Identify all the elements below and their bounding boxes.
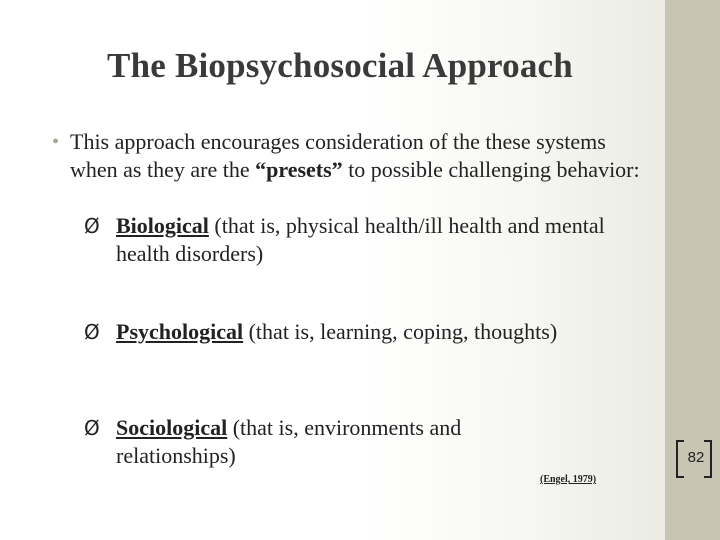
intro-paragraph bbox=[70, 128, 640, 184]
detail-psychological: (that is, learning, coping, thoughts) bbox=[243, 319, 558, 344]
detail-biological: (that is, physical health/ill health and mental health disorders) bbox=[116, 213, 605, 266]
intro-text-end: to possible challenging behavior: bbox=[342, 157, 640, 182]
list-item-content bbox=[116, 212, 636, 268]
citation: (Engel, 1979) bbox=[540, 474, 597, 485]
slide-title: The Biopsychosocial Approach bbox=[107, 46, 573, 85]
term-sociological: Sociological bbox=[116, 415, 228, 440]
intro-text-start: This approach encourages consideration of the these systems when as they are the bbox=[70, 129, 606, 182]
right-bracket bbox=[704, 440, 712, 478]
page-number-text: 82 bbox=[687, 449, 705, 466]
intro-emphasis: “presets” bbox=[255, 157, 343, 182]
term-biological: Biological bbox=[116, 213, 209, 238]
arrow-bullet-icon: Ø bbox=[84, 416, 100, 440]
term-psychological: Psychological bbox=[116, 319, 244, 344]
bullet-icon: • bbox=[52, 131, 60, 153]
list-item-content bbox=[116, 318, 636, 346]
detail-sociological: (that is, environments and relationships) bbox=[116, 415, 462, 468]
arrow-bullet-icon: Ø bbox=[84, 320, 100, 344]
arrow-bullet-icon: Ø bbox=[84, 214, 100, 238]
list-item-content bbox=[116, 414, 556, 470]
page-number bbox=[676, 440, 712, 476]
